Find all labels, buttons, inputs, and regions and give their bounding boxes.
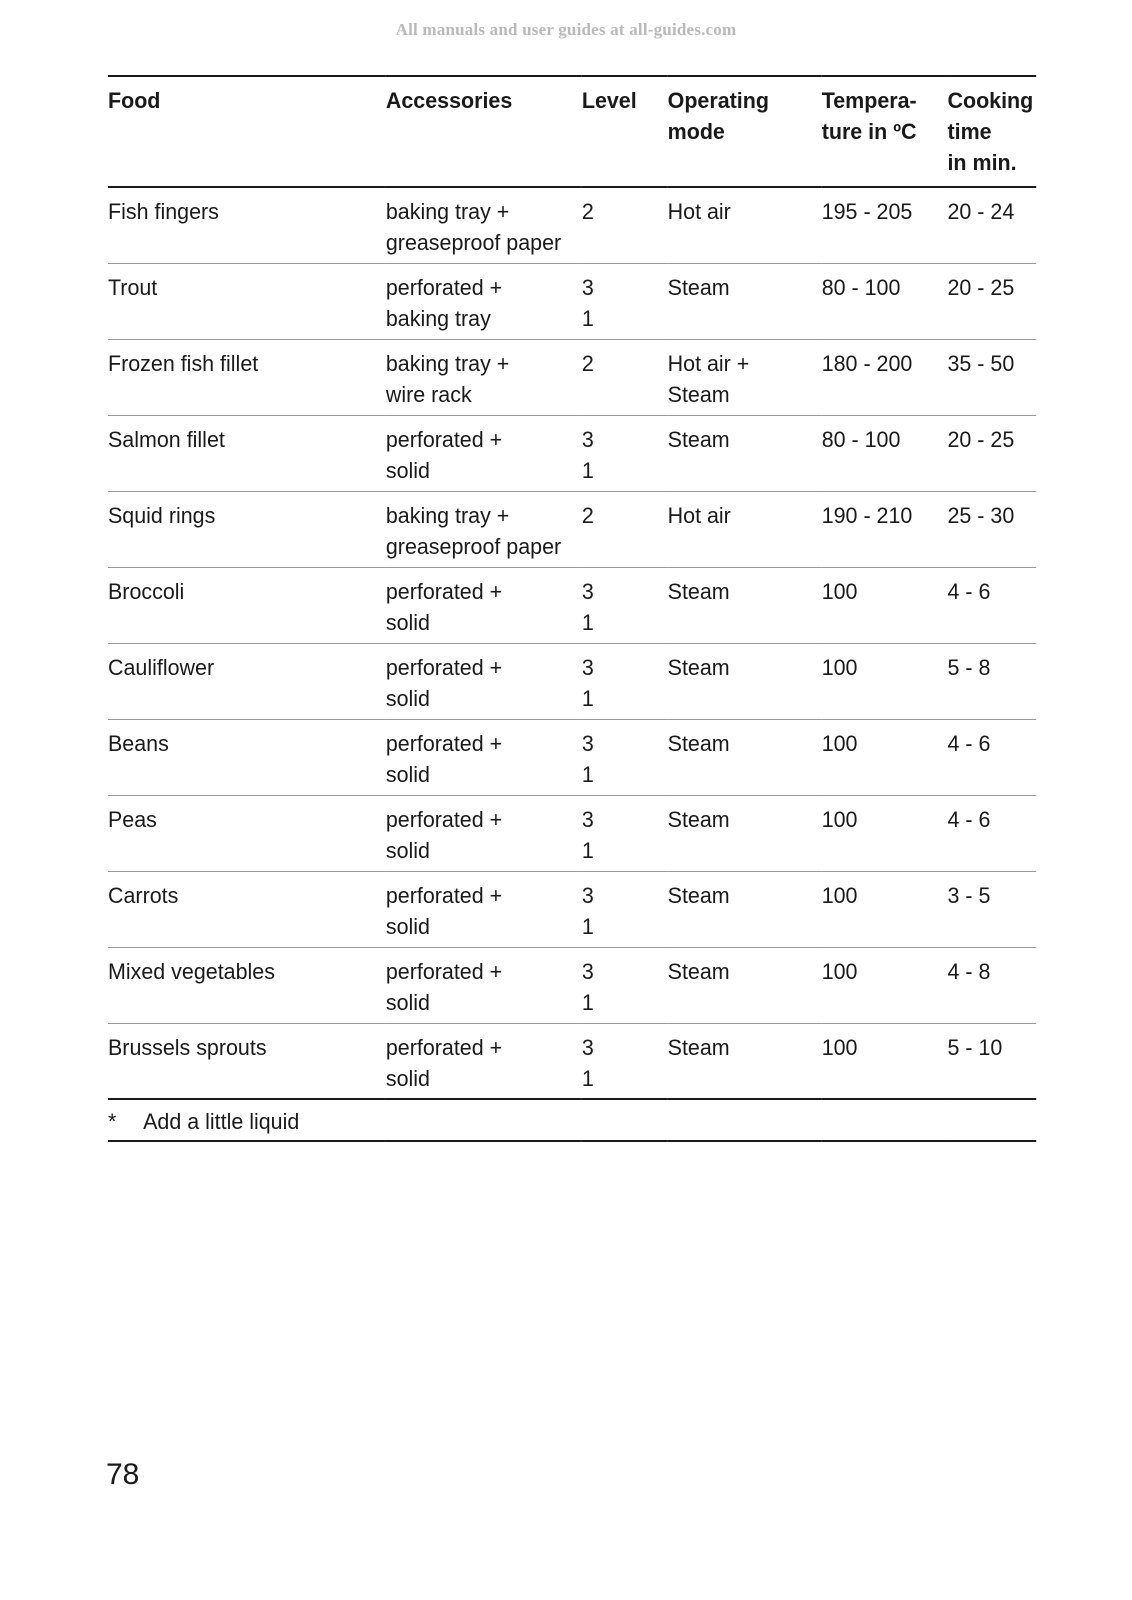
cell-cooking-time-text: 5 - 8 xyxy=(947,654,991,680)
header-operating-mode: Operating mode xyxy=(667,88,769,144)
footnote-text: Add a little liquid xyxy=(143,1109,300,1134)
cell-level-text: 3 xyxy=(581,578,594,604)
cell-food xyxy=(108,491,386,567)
cell-food xyxy=(108,719,386,795)
cell-level-text: 1 xyxy=(581,685,594,711)
cell-cooking-time-text: 3 - 5 xyxy=(947,882,991,908)
cell-temperature-text: 100 xyxy=(821,882,858,908)
cell-accessories-text: solid xyxy=(385,685,430,711)
cell-temperature-text: 100 xyxy=(821,578,858,604)
cell-accessories-text: baking tray + xyxy=(385,350,510,376)
cell-cooking-time-text: 20 - 25 xyxy=(947,274,1015,300)
cell-accessories-text: solid xyxy=(385,609,430,635)
cell-level xyxy=(582,719,668,795)
cell-accessories-text: perforated + xyxy=(385,958,503,984)
table-row xyxy=(108,491,1036,567)
cell-level xyxy=(582,415,668,491)
cell-operating-mode xyxy=(668,415,822,491)
cell-temperature xyxy=(822,491,948,567)
cell-cooking-time xyxy=(947,643,1036,719)
cell-operating-mode xyxy=(668,1023,822,1099)
cell-cooking-time-text: 25 - 30 xyxy=(947,502,1015,528)
cell-level-text: 1 xyxy=(581,913,594,939)
cell-food-text: Brussels sprouts xyxy=(108,1034,267,1060)
cell-level xyxy=(582,643,668,719)
cell-cooking-time xyxy=(947,947,1036,1023)
cell-food xyxy=(108,795,386,871)
cell-temperature xyxy=(822,719,948,795)
cell-accessories xyxy=(386,1023,582,1099)
cell-food xyxy=(108,643,386,719)
cell-temperature-text: 100 xyxy=(821,958,858,984)
header-level: Level xyxy=(581,88,637,113)
cell-food xyxy=(108,415,386,491)
table-header-row xyxy=(108,76,1036,187)
cell-food-text: Cauliflower xyxy=(108,654,215,680)
cell-cooking-time xyxy=(947,263,1036,339)
cell-level-text: 1 xyxy=(581,761,594,787)
cell-level-text: 1 xyxy=(581,457,594,483)
table-row xyxy=(108,187,1036,263)
cell-food xyxy=(108,947,386,1023)
cell-accessories xyxy=(386,795,582,871)
cell-food xyxy=(108,1023,386,1099)
cell-temperature xyxy=(822,947,948,1023)
table-row xyxy=(108,263,1036,339)
watermark: All manuals and user guides at all-guides.com xyxy=(395,20,737,39)
cell-cooking-time-text: 20 - 25 xyxy=(947,426,1015,452)
cell-accessories-text: perforated + xyxy=(385,578,503,604)
cell-operating-mode-text: Steam xyxy=(667,958,730,984)
header-food: Food xyxy=(108,88,161,113)
header-cooking-time: Cooking time in min. xyxy=(947,88,1034,175)
cell-cooking-time-text: 4 - 6 xyxy=(947,578,991,604)
cell-operating-mode xyxy=(668,567,822,643)
cell-level-text: 3 xyxy=(581,730,594,756)
cell-accessories xyxy=(386,187,582,263)
cell-operating-mode-text: Steam xyxy=(667,578,730,604)
cell-operating-mode-text: Steam xyxy=(667,426,730,452)
cell-operating-mode-text: Hot air xyxy=(667,199,731,224)
cell-operating-mode xyxy=(668,795,822,871)
cell-operating-mode-text: Steam xyxy=(667,654,730,680)
cell-operating-mode-text: Steam xyxy=(667,381,730,407)
cell-accessories-text: perforated + xyxy=(385,426,503,452)
cell-level-text: 3 xyxy=(581,654,594,680)
cell-level-text: 2 xyxy=(581,502,594,528)
cell-accessories xyxy=(386,719,582,795)
cell-temperature-text: 100 xyxy=(821,1034,858,1060)
cell-cooking-time xyxy=(947,1023,1036,1099)
cell-food xyxy=(108,567,386,643)
cell-temperature-text: 80 - 100 xyxy=(821,426,901,452)
cell-operating-mode xyxy=(668,947,822,1023)
cell-level xyxy=(582,491,668,567)
cell-temperature-text: 100 xyxy=(821,806,858,832)
cell-operating-mode xyxy=(668,491,822,567)
table-row xyxy=(108,947,1036,1023)
cell-temperature xyxy=(822,795,948,871)
cooking-table xyxy=(108,75,1036,1142)
cell-accessories-text: wire rack xyxy=(385,381,472,407)
cell-level-text: 1 xyxy=(581,837,594,863)
cell-operating-mode-text: Steam xyxy=(667,730,730,756)
cell-level-text: 2 xyxy=(581,350,594,376)
cell-level-text: 1 xyxy=(581,305,594,331)
cell-food-text: Mixed vegetables xyxy=(108,958,275,984)
cell-operating-mode-text: Hot air + xyxy=(667,350,750,376)
table-row xyxy=(108,871,1036,947)
cell-temperature-text: 180 - 200 xyxy=(821,350,913,376)
cell-temperature xyxy=(822,871,948,947)
cell-food-text: Salmon fillet xyxy=(108,426,225,452)
cell-food xyxy=(108,263,386,339)
cell-cooking-time-text: 5 - 10 xyxy=(947,1034,1003,1060)
cell-accessories-text: solid xyxy=(385,837,430,863)
cell-accessories-text: baking tray xyxy=(385,305,491,331)
cell-accessories-text: solid xyxy=(385,913,430,939)
cell-level-text: 3 xyxy=(581,274,594,300)
cell-level xyxy=(582,339,668,415)
cell-operating-mode xyxy=(668,263,822,339)
cell-level xyxy=(582,947,668,1023)
cell-level xyxy=(582,263,668,339)
cell-operating-mode-text: Steam xyxy=(667,806,730,832)
cell-food xyxy=(108,187,386,263)
cell-accessories xyxy=(386,339,582,415)
cell-temperature xyxy=(822,339,948,415)
footnote xyxy=(108,1099,1036,1141)
table-row xyxy=(108,339,1036,415)
cell-cooking-time-text: 4 - 8 xyxy=(947,958,991,984)
cell-operating-mode-text: Steam xyxy=(667,1034,730,1060)
cell-accessories-text: perforated + xyxy=(385,730,503,756)
cell-level-text: 3 xyxy=(581,958,594,984)
cell-accessories-text: perforated + xyxy=(385,1034,503,1060)
cell-level-text: 3 xyxy=(581,1034,594,1060)
cell-level-text: 1 xyxy=(581,1065,594,1091)
cell-accessories xyxy=(386,643,582,719)
cell-accessories-text: perforated + xyxy=(385,882,503,908)
cell-operating-mode xyxy=(668,339,822,415)
cell-accessories-text: solid xyxy=(385,761,430,787)
cell-food-text: Broccoli xyxy=(108,578,185,604)
cell-food-text: Peas xyxy=(108,806,157,832)
cell-accessories-text: greaseproof paper xyxy=(385,533,562,559)
cell-accessories-text: perforated + xyxy=(385,806,503,832)
cell-cooking-time xyxy=(947,339,1036,415)
cell-operating-mode-text: Hot air xyxy=(667,502,731,528)
cell-temperature xyxy=(822,187,948,263)
cell-operating-mode xyxy=(668,871,822,947)
cell-operating-mode-text: Steam xyxy=(667,882,730,908)
cell-food-text: Squid rings xyxy=(108,502,216,528)
page-number: 78 xyxy=(106,1458,140,1491)
cell-operating-mode xyxy=(668,187,822,263)
cell-accessories xyxy=(386,415,582,491)
cell-food-text: Carrots xyxy=(108,882,179,908)
cell-accessories-text: solid xyxy=(385,1065,430,1091)
header-accessories: Accessories xyxy=(385,88,513,113)
cell-cooking-time xyxy=(947,415,1036,491)
cell-temperature xyxy=(822,415,948,491)
cell-accessories xyxy=(386,871,582,947)
cell-temperature xyxy=(822,1023,948,1099)
cell-level xyxy=(582,795,668,871)
cell-food-text: Fish fingers xyxy=(108,199,219,224)
cell-level-text: 3 xyxy=(581,426,594,452)
header-temperature: Tempera- ture in ºC xyxy=(821,88,917,144)
cell-cooking-time xyxy=(947,491,1036,567)
cell-temperature-text: 100 xyxy=(821,730,858,756)
cell-temperature xyxy=(822,567,948,643)
cell-level xyxy=(582,567,668,643)
cell-temperature-text: 190 - 210 xyxy=(821,502,913,528)
cell-level-text: 1 xyxy=(581,609,594,635)
cell-cooking-time xyxy=(947,567,1036,643)
cell-cooking-time xyxy=(947,719,1036,795)
cell-cooking-time xyxy=(947,795,1036,871)
cell-accessories xyxy=(386,947,582,1023)
cell-level-text: 2 xyxy=(581,199,594,224)
cell-operating-mode-text: Steam xyxy=(667,274,730,300)
table-row xyxy=(108,567,1036,643)
table-row xyxy=(108,1023,1036,1099)
cell-accessories-text: solid xyxy=(385,989,430,1015)
table-row xyxy=(108,643,1036,719)
cell-cooking-time-text: 20 - 24 xyxy=(947,199,1015,224)
cell-cooking-time-text: 4 - 6 xyxy=(947,806,991,832)
cell-cooking-time xyxy=(947,187,1036,263)
cell-temperature-text: 195 - 205 xyxy=(821,199,913,224)
cell-accessories xyxy=(386,263,582,339)
cell-level xyxy=(582,871,668,947)
cell-accessories xyxy=(386,491,582,567)
cell-cooking-time xyxy=(947,871,1036,947)
footnote-row xyxy=(108,1099,1036,1141)
cell-temperature xyxy=(822,263,948,339)
cell-food-text: Beans xyxy=(108,730,169,756)
cell-accessories-text: baking tray + xyxy=(385,199,510,224)
cell-level-text: 1 xyxy=(581,989,594,1015)
table-row xyxy=(108,719,1036,795)
cell-food-text: Frozen fish fillet xyxy=(108,350,259,376)
cell-cooking-time-text: 35 - 50 xyxy=(947,350,1015,376)
cell-temperature-text: 100 xyxy=(821,654,858,680)
cell-food xyxy=(108,339,386,415)
cell-accessories-text: solid xyxy=(385,457,430,483)
cell-level-text: 3 xyxy=(581,882,594,908)
cell-temperature xyxy=(822,643,948,719)
cell-level xyxy=(582,1023,668,1099)
cell-accessories-text: perforated + xyxy=(385,274,503,300)
cell-level xyxy=(582,187,668,263)
table-row xyxy=(108,415,1036,491)
cell-accessories-text: greaseproof paper xyxy=(385,230,562,255)
cell-accessories-text: perforated + xyxy=(385,654,503,680)
table-row xyxy=(108,795,1036,871)
footnote-mark: * xyxy=(108,1109,117,1134)
cell-food xyxy=(108,871,386,947)
cell-accessories xyxy=(386,567,582,643)
cell-cooking-time-text: 4 - 6 xyxy=(947,730,991,756)
cell-operating-mode xyxy=(668,719,822,795)
cell-temperature-text: 80 - 100 xyxy=(821,274,901,300)
cell-operating-mode xyxy=(668,643,822,719)
cell-level-text: 3 xyxy=(581,806,594,832)
cell-food-text: Trout xyxy=(108,274,158,300)
cell-accessories-text: baking tray + xyxy=(385,502,510,528)
